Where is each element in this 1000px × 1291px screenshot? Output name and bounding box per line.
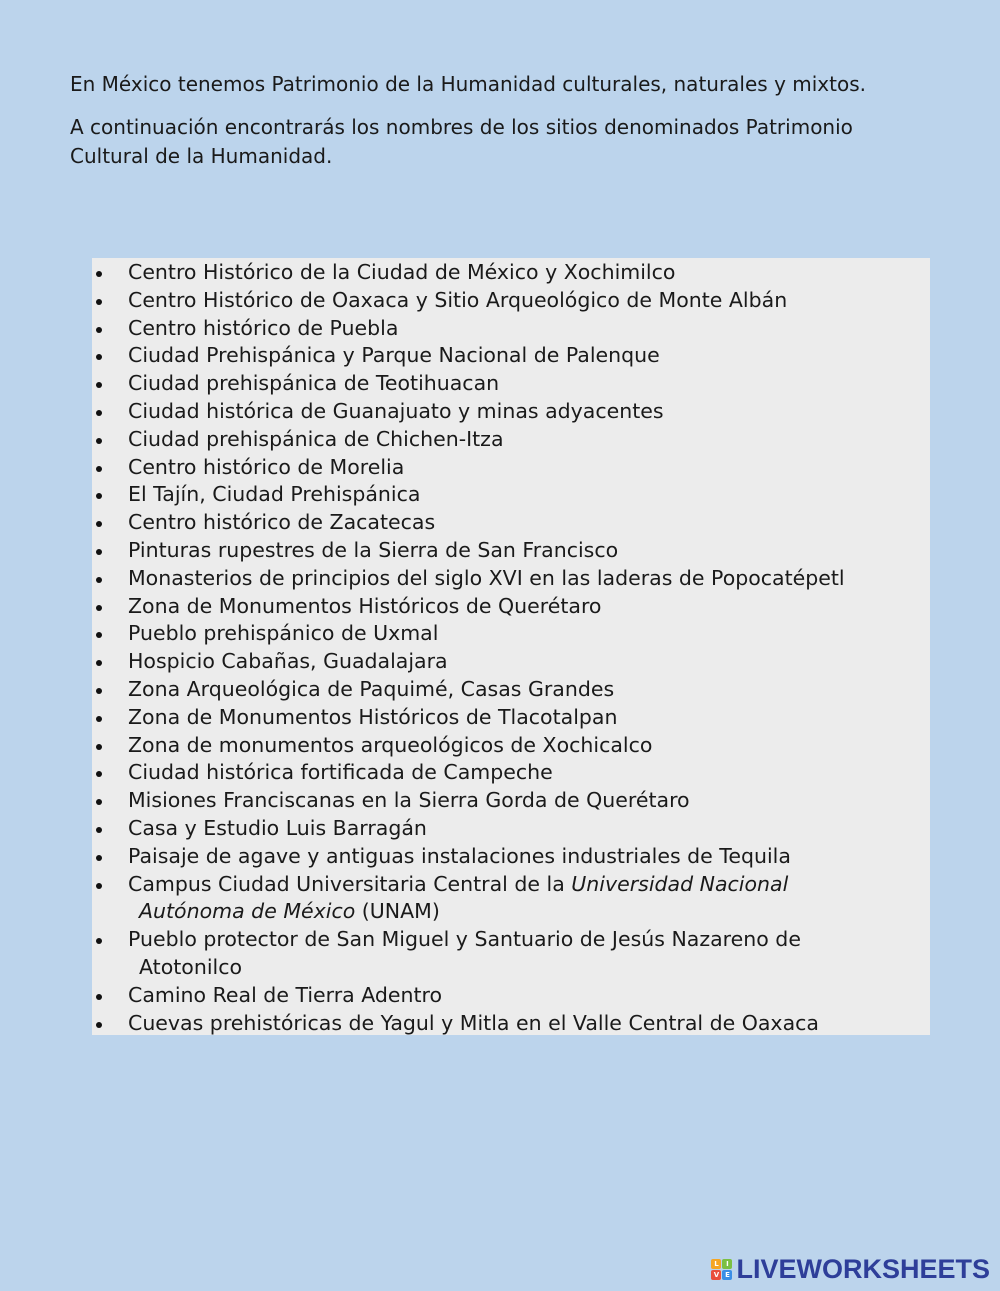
bullet-icon <box>96 466 102 472</box>
list-item: Hospicio Cabañas, Guadalajara <box>92 648 930 676</box>
list-item: El Tajín, Ciudad Prehispánica <box>92 481 930 509</box>
liveworksheets-logo <box>711 1255 990 1283</box>
list-item: Centro histórico de Puebla <box>92 315 930 343</box>
list-item: Ciudad histórica de Guanajuato y minas adyacentes <box>92 398 930 426</box>
intro-paragraph: En México tenemos Patrimonio de la Humanidad culturales, naturales y mixtos. <box>70 72 866 96</box>
list-item: Centro Histórico de la Ciudad de México y Xochimilco <box>92 259 930 287</box>
bullet-icon <box>96 605 102 611</box>
list-item: Pinturas rupestres de la Sierra de San Francisco <box>92 537 930 565</box>
bullet-icon <box>96 410 102 416</box>
bullet-icon <box>96 994 102 1000</box>
bullet-icon <box>96 688 102 694</box>
list-item: Centro histórico de Morelia <box>92 454 930 482</box>
bullet-icon <box>96 716 102 722</box>
list-item: Zona de Monumentos Históricos de Querétaro <box>92 593 930 621</box>
list-item: Centro Histórico de Oaxaca y Sitio Arqueológico de Monte Albán <box>92 287 930 315</box>
list-item-continuation: Autónoma de México (UNAM) <box>139 899 440 924</box>
list-item: Zona de Monumentos Históricos de Tlacotalpan <box>92 704 930 732</box>
list-item: Zona de monumentos arqueológicos de Xochicalco <box>92 732 930 760</box>
bullet-icon <box>96 577 102 583</box>
intro-paragraph: A continuación encontrarás los nombres de los sitios denominados Patrimonio Cultural de la Humanidad. <box>70 115 853 168</box>
bullet-icon <box>96 660 102 666</box>
list-item: Centro histórico de Zacatecas <box>92 509 930 537</box>
list-item-atotonilco: Pueblo protector de San Miguel y Santuario de Jesús Nazareno de Atotonilco <box>92 926 930 982</box>
bullet-icon <box>96 938 102 944</box>
bullet-icon <box>96 354 102 360</box>
logo-text: LIVEWORKSHEETS <box>736 1253 990 1284</box>
bullet-icon <box>96 327 102 333</box>
logo-mark-square: E <box>722 1270 732 1280</box>
list-item: Casa y Estudio Luis Barragán <box>92 815 930 843</box>
bullet-icon <box>96 1022 102 1028</box>
list-item: Zona Arqueológica de Paquimé, Casas Grandes <box>92 676 930 704</box>
list-item-unam: Campus Ciudad Universitaria Central de la Universidad Nacional Autónoma de México (UNAM) <box>92 871 930 927</box>
list-item-continuation: Atotonilco <box>139 954 243 979</box>
list-item: Paisaje de agave y antiguas instalaciones industriales de Tequila <box>92 843 930 871</box>
list-item: Ciudad Prehispánica y Parque Nacional de Palenque <box>92 342 930 370</box>
list-item: Ciudad histórica fortificada de Campeche <box>92 759 930 787</box>
list-item: Camino Real de Tierra Adentro <box>92 982 930 1010</box>
bullet-icon <box>96 855 102 861</box>
bullet-icon <box>96 438 102 444</box>
logo-mark-square: V <box>711 1270 721 1280</box>
list-item: Ciudad prehispánica de Chichen-Itza <box>92 426 930 454</box>
bullet-icon <box>96 382 102 388</box>
logo-mark-square: I <box>722 1259 732 1269</box>
list-item: Cuevas prehistóricas de Yagul y Mitla en el Valle Central de Oaxaca <box>92 1010 930 1038</box>
bullet-icon <box>96 521 102 527</box>
bullet-icon <box>96 799 102 805</box>
heritage-sites-list <box>92 258 930 1035</box>
list-item: Misiones Franciscanas en la Sierra Gorda de Querétaro <box>92 787 930 815</box>
bullet-icon <box>96 827 102 833</box>
list-item: Monasterios de principios del siglo XVI en las laderas de Popocatépetl <box>92 565 930 593</box>
bullet-icon <box>96 493 102 499</box>
logo-mark-icon <box>711 1259 732 1280</box>
bullet-icon <box>96 771 102 777</box>
bullet-icon <box>96 549 102 555</box>
bullet-icon <box>96 299 102 305</box>
list-item: Pueblo prehispánico de Uxmal <box>92 620 930 648</box>
list-item: Ciudad prehispánica de Teotihuacan <box>92 370 930 398</box>
bullet-icon <box>96 632 102 638</box>
intro-text <box>70 70 930 185</box>
bullet-icon <box>96 744 102 750</box>
bullet-icon <box>96 883 102 889</box>
logo-mark-square: L <box>711 1259 721 1269</box>
bullet-icon <box>96 271 102 277</box>
